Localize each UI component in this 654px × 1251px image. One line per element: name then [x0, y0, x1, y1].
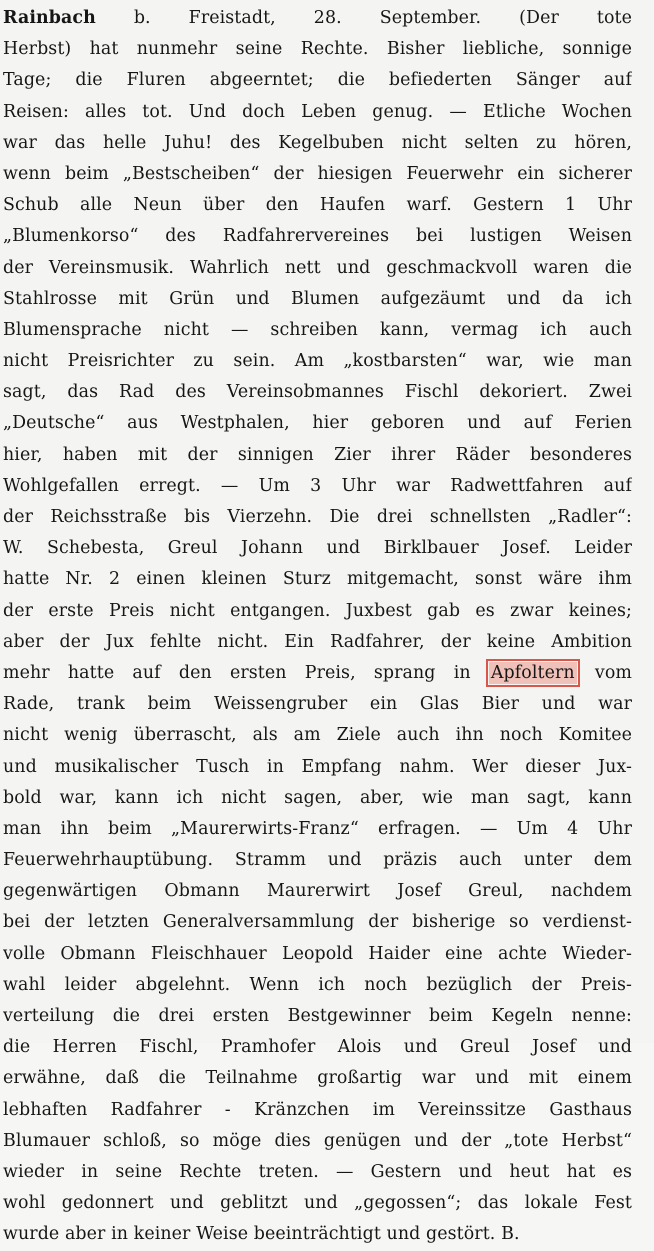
article-line-highlighted [3, 658, 632, 689]
article-line-text: Wohlgefallen erregt. — Um 3 Uhr war Radwettfahren auf [3, 475, 632, 496]
article-line-text: wahl leider abgelehnt. Wenn ich noch bezüglich der Preis- [3, 974, 632, 995]
article-line [3, 377, 632, 408]
article-line-text: Stahlrosse mit Grün und Blumen aufgezäumt und da ich [3, 288, 632, 309]
article-line [3, 533, 632, 564]
article-line-text: nicht Preisrichter zu sein. Am „kostbarsten“ war, wie man [3, 351, 632, 372]
article-line-text: wohl gedonnert und geblitzt und „gegossen“; das lokale Fest [3, 1193, 632, 1214]
article-line [3, 128, 632, 159]
article-line-text: und musikalischer Tusch in Empfang nahm. Wer dieser Jux- [3, 756, 632, 777]
article-line-text: Tage; die Fluren abgeerntet; die befiederten Sänger auf [3, 70, 632, 91]
article-line [3, 970, 632, 1001]
article-line [3, 814, 632, 845]
article-line [3, 564, 632, 595]
article-line [3, 315, 632, 346]
article-line [3, 1095, 632, 1126]
article-line [3, 1126, 632, 1157]
article-line [3, 1219, 632, 1250]
article-line-text: Herbst) hat nunmehr seine Rechte. Bisher liebliche, sonnige [3, 39, 632, 60]
article-line [3, 471, 632, 502]
article-line [3, 627, 632, 658]
article-line [3, 408, 632, 439]
article-line-text: Schub alle Neun über den Haufen warf. Gestern 1 Uhr [3, 195, 632, 216]
article-line-text: man ihn beim „Maurerwirts-Franz“ erfragen. — Um 4 Uhr [3, 818, 632, 839]
article-line-text: bei der letzten Generalversammlung der bisherige so verdienst- [3, 912, 632, 933]
article-line-text: hatte Nr. 2 einen kleinen Sturz mitgemacht, sonst wäre ihm [3, 569, 632, 590]
article-line [3, 159, 632, 190]
article-line-text: nicht wenig überrascht, als am Ziele auch ihn noch Komitee [3, 725, 632, 746]
article-line-text: sagt, das Rad des Vereinsobmannes Fischl dekoriert. Zwei [3, 382, 632, 403]
article-line [3, 440, 632, 471]
article-line-text: wenn beim „Bestscheiben“ der hiesigen Feuerwehr ein sicherer [3, 163, 632, 184]
article-line [3, 190, 632, 221]
article-line-text: lebhaften Radfahrer - Kränzchen im Vereinssitze Gasthaus [3, 1099, 632, 1120]
article-line-text: Feuerwehrhauptübung. Stramm und präzis auch unter dem [3, 850, 632, 871]
article-line [3, 34, 632, 65]
article-line [3, 783, 632, 814]
article-line [3, 845, 632, 876]
article-line-text: der Vereinsmusik. Wahrlich nett und geschmackvoll waren die [3, 257, 632, 278]
article-line [3, 752, 632, 783]
article-line-text: Blumensprache nicht — schreiben kann, vermag ich auch [3, 319, 632, 340]
article-line [3, 253, 632, 284]
article-line-text: W. Schebesta, Greul Johann und Birklbauer Josef. Leider [3, 538, 632, 559]
article-line [3, 3, 632, 34]
article-line [3, 876, 632, 907]
article-line-text: bold war, kann ich nicht sagen, aber, wie man sagt, kann [3, 787, 632, 808]
article-line [3, 939, 632, 970]
article-line-text: die Herren Fischl, Pramhofer Alois und Greul Josef und [3, 1037, 632, 1058]
article-line-text: volle Obmann Fleischhauer Leopold Haider eine achte Wieder- [3, 943, 632, 964]
article-line [3, 65, 632, 96]
article-line-text: hier, haben mit der sinnigen Zier ihrer Räder besonderes [3, 444, 632, 465]
article-line-text: Blumauer schloß, so möge dies genügen und der „tote Herbst“ [3, 1130, 632, 1151]
article-line [3, 502, 632, 533]
article-line-text: wieder in seine Rechte treten. — Gestern und heut hat es [3, 1161, 632, 1182]
article-line-text: „Deutsche“ aus Westphalen, hier geboren und auf Ferien [3, 413, 632, 434]
dateline-place: Rainbach [3, 8, 96, 28]
article-line [3, 1063, 632, 1094]
article-body [3, 3, 632, 1251]
article-line-text: mehr hatte auf den ersten Preis, sprang in Apfoltern vom [3, 662, 632, 683]
article-line [3, 1032, 632, 1063]
article-line [3, 284, 632, 315]
article-line-text: Rade, trank beim Weissengruber ein Glas Bier und war [3, 694, 632, 715]
article-line [3, 1188, 632, 1219]
article-line [3, 1001, 632, 1032]
article-line-text: gegenwärtigen Obmann Maurerwirt Josef Greul, nachdem [3, 881, 632, 902]
article-line [3, 221, 632, 252]
article-line [3, 907, 632, 938]
article-line [3, 97, 632, 128]
article-line-text: Rainbach b. Freistadt, 28. September. (Der tote [3, 8, 632, 28]
article-line [3, 346, 632, 377]
article-line [3, 1157, 632, 1188]
article-line [3, 596, 632, 627]
article-line-text: aber der Jux fehlte nicht. Ein Radfahrer, der keine Ambition [3, 631, 632, 652]
article-line-text: der erste Preis nicht entgangen. Juxbest gab es zwar keines; [3, 600, 632, 621]
article-line-text: war das helle Juhu! des Kegelbuben nicht selten zu hören, [3, 132, 632, 153]
article-line-text: Reisen: alles tot. Und doch Leben genug. — Etliche Wochen [3, 101, 632, 122]
highlighted-word: Apfoltern [490, 662, 575, 683]
article-line-text: verteilung die drei ersten Bestgewinner beim Kegeln nenne: [3, 1006, 632, 1026]
article-line-text: „Blumenkorso“ des Radfahrervereines bei lustigen Weisen [3, 226, 632, 247]
article-line [3, 720, 632, 751]
article-line-text: wurde aber in keiner Weise beeinträchtigt und gestört. B. [3, 1224, 520, 1245]
article-line-text: erwähne, daß die Teilnahme großartig war und mit einem [3, 1068, 632, 1089]
article-line-text: der Reichsstraße bis Vierzehn. Die drei schnellsten „Radler“: [3, 507, 632, 527]
article-line [3, 689, 632, 720]
